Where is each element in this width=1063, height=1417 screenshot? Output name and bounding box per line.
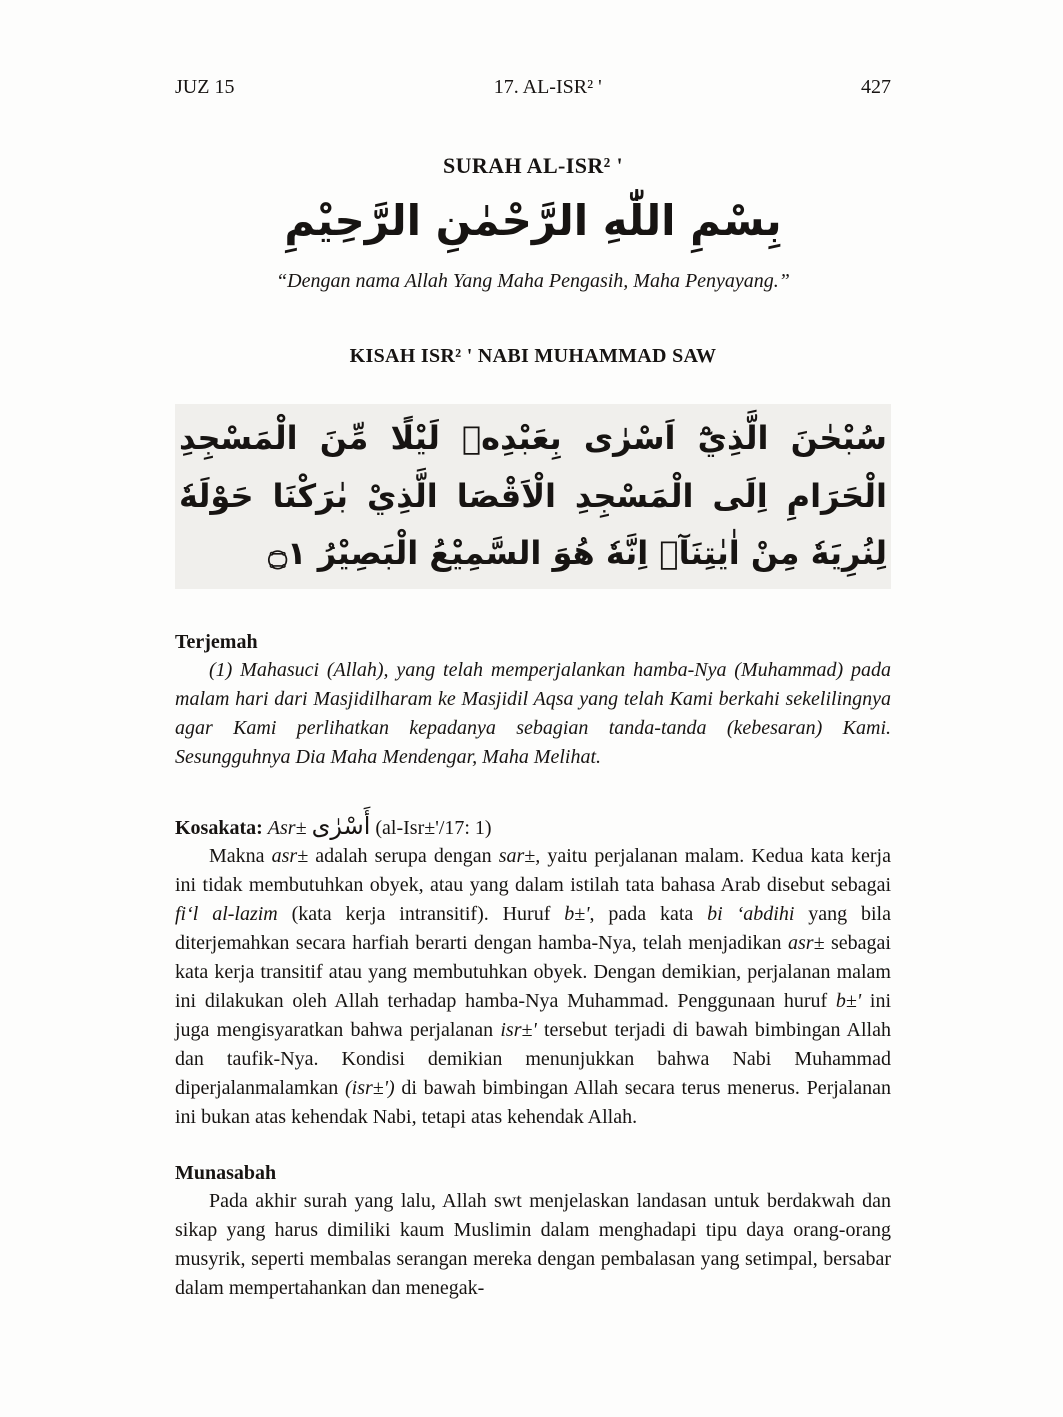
page-header (175, 0, 891, 99)
story-heading: KISAH ISR² ' NABI MUHAMMAD SAW (349, 345, 717, 367)
kosakata-paragraph: Makna asr± adalah serupa dengan sar±, yaitu perjalanan malam. Kedua kata kerja ini tidak membutuhkan obyek, atau yang dalam istilah tata bahasa Arab disebut sebagai fi‘l al-lazim (kata kerja intransitif). Huruf b±', pada kata bi ‘abdihi yang bila diterjemahkan secara harfiah berarti dengan hamba-Nya, telah menjadikan asr± sebagai kata kerja transitif atau yang membutuhkan obyek. Dengan demikian, perjalanan malam ini dilakukan oleh Allah terhadap hamba-Nya Muhammad. Penggunaan huruf b±' ini juga mengisyaratkan bahwa perjalanan isr±' tersebut terjadi di bawah bimbingan Allah dan taufik-Nya. Kondisi demikian menunjukkan bahwa Nabi Muhammad diperjalanmalamkan (isr±') di bawah bimbingan Allah secara terus menerus. Perjalanan ini bukan atas kehendak Nabi, tetapi atas kehendak Allah. (175, 844, 892, 1128)
bismillah-arabic-calligraphy: بِسْمِ اللّٰهِ الرَّحْمٰنِ الرَّحِيْمِ (284, 196, 782, 245)
running-chapter-title: 17. AL-ISR² ' (493, 76, 602, 98)
munasabah-paragraph: Pada akhir surah yang lalu, Allah swt menjelaskan landasan untuk berdakwah dan sikap yang harus dimiliki kaum Muslimin dalam menghadapi tipu daya orang-orang musyrik, seperti membalas serangan mereka dengan pembalasan yang setimpal, bersabar dalam mempertahankan dan menegak- (175, 1189, 891, 1299)
verse-arabic-calligraphy: سُبْحٰنَ الَّذِيْٓ اَسْرٰى بِعَبْدِهٖ لَيْلًا مِّنَ الْمَسْجِدِ الْحَرَامِ اِلَى الْمَسْجِدِ الْاَقْصَا الَّذِيْ بٰرَكْنَا حَوْلَهٗ لِنُرِيَهٗ مِنْ اٰيٰتِنَآۗ اِنَّهٗ هُوَ السَّمِيْعُ الْبَصِيْرُ ۝١ (175, 404, 891, 589)
surah-title: SURAH AL-ISR² ' (442, 153, 624, 178)
terjemah-paragraph: (1) Mahasuci (Allah), yang telah memperjalankan hamba-Nya (Muhammad) pada malam hari dari Masjidilharam ke Masjidil Aqsa yang telah Kami berkahi sekelilingnya agar Kami perlihatkan kepadanya sebagian tanda-tanda (kebesaran) Kami. Sesungguhnya Dia Maha Mendengar, Maha Melihat. (175, 658, 891, 768)
bismillah-translation: “Dengan nama Allah Yang Maha Pengasih, Maha Penyayang.” (276, 270, 790, 292)
page-number: 427 (861, 76, 891, 98)
terjemah-heading: Terjemah (175, 630, 258, 653)
page-content (175, 0, 891, 1303)
kosakata-line: Kosakata: Asr± أَسْرٰى (al-Isr±'/17: 1) (175, 811, 492, 840)
munasabah-heading: Munasabah (175, 1161, 277, 1184)
juz-label: JUZ 15 (175, 76, 235, 98)
